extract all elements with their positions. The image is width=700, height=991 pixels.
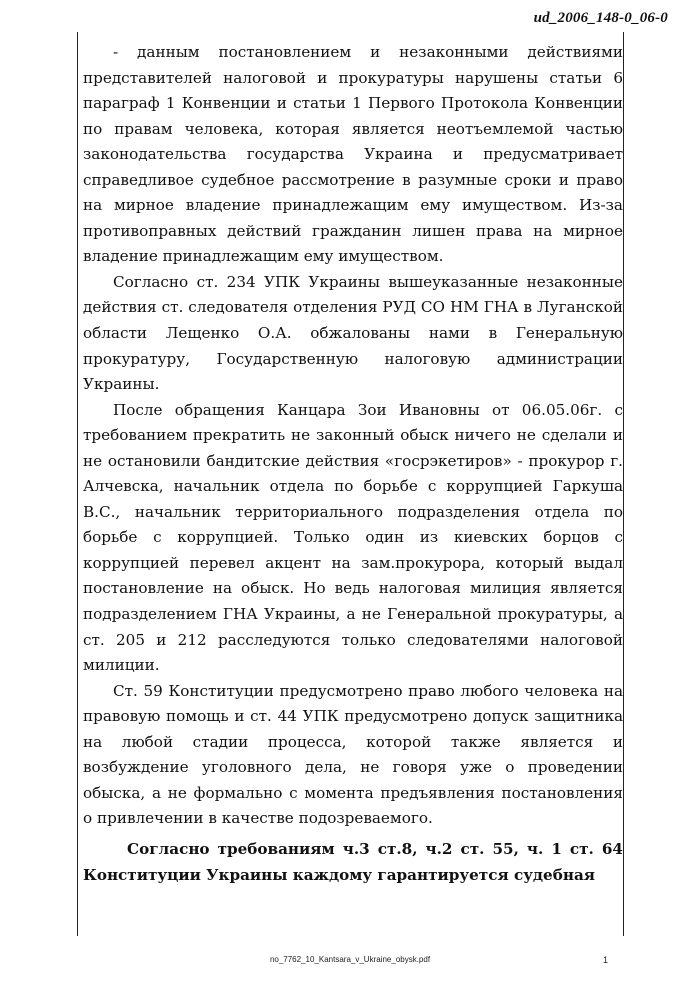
footer-filename: no_7762_10_Kantsara_v_Ukraine_obysk.pdf xyxy=(269,955,431,964)
paragraph-constitution: Ст. 59 Конституции предусмотрено право любого человека на правовую помощь и ст. 44 УПК предусмотрено допуск защитника на любой стадии процесса, которой также является и возбуждение уголовного дела, не говоря уже о проведении обыска, а не формально с момента предъявления постановления о привлечении в качестве подозреваемого. xyxy=(83,681,623,828)
paragraph-bold-guarantee: Согласно требованиям ч.3 ст.8, ч.2 ст. 55, ч. 1 ст. 64 Конституции Украины каждому гарантируется судебная xyxy=(83,839,623,884)
document-body xyxy=(83,40,623,888)
paragraph-violations: - данным постановлением и незаконными действиями представителей налоговой и прокуратуры нарушены статьи 6 параграф 1 Конвенции и статьи 1 Первого Протокола Конвенции по правам человека, которая является неотъемлемой частью законодательства государства Украина и предусматривает справедливое судебное рассмотрение в разумные сроки и право на мирное владение принадлежащим ему имуществом. Из-за противоправных действий гражданин лишен права на мирное владение принадлежащим ему имуществом. xyxy=(83,43,623,266)
right-margin-line xyxy=(623,32,624,936)
page-number: 1 xyxy=(603,955,609,965)
document-id: ud_2006_148-0_06-0 xyxy=(533,10,668,26)
left-margin-line xyxy=(77,32,78,936)
paragraph-complaint: Согласно ст. 234 УПК Украины вышеуказанные незаконные действия ст. следователя отделения РУД СО НМ ГНА в Луганской области Лещенко О.А. обжалованы нами в Генеральную прокуратуру, Государственную налоговую администрации Украины. xyxy=(83,272,623,394)
paragraph-appeal: После обращения Канцара Зои Ивановны от 06.05.06г. с требованием прекратить не законный обыск ничего не сделали и не остановили бандитские действия «госрэкетиров» - прокурор г. Алчевска, начальник отдела по борьбе с коррупцией Гаркуша В.С., начальник территориального подразделения отдела по борьбе с коррупцией. Только один из киевских борцов с коррупцией перевел акцент на зам.прокурора, который выдал постановление на обыск. Но ведь налоговая милиция является подразделением ГНА Украины, а не Генеральной прокуратуры, а ст. 205 и 212 расследуются только следователями налоговой милиции. xyxy=(83,400,623,675)
